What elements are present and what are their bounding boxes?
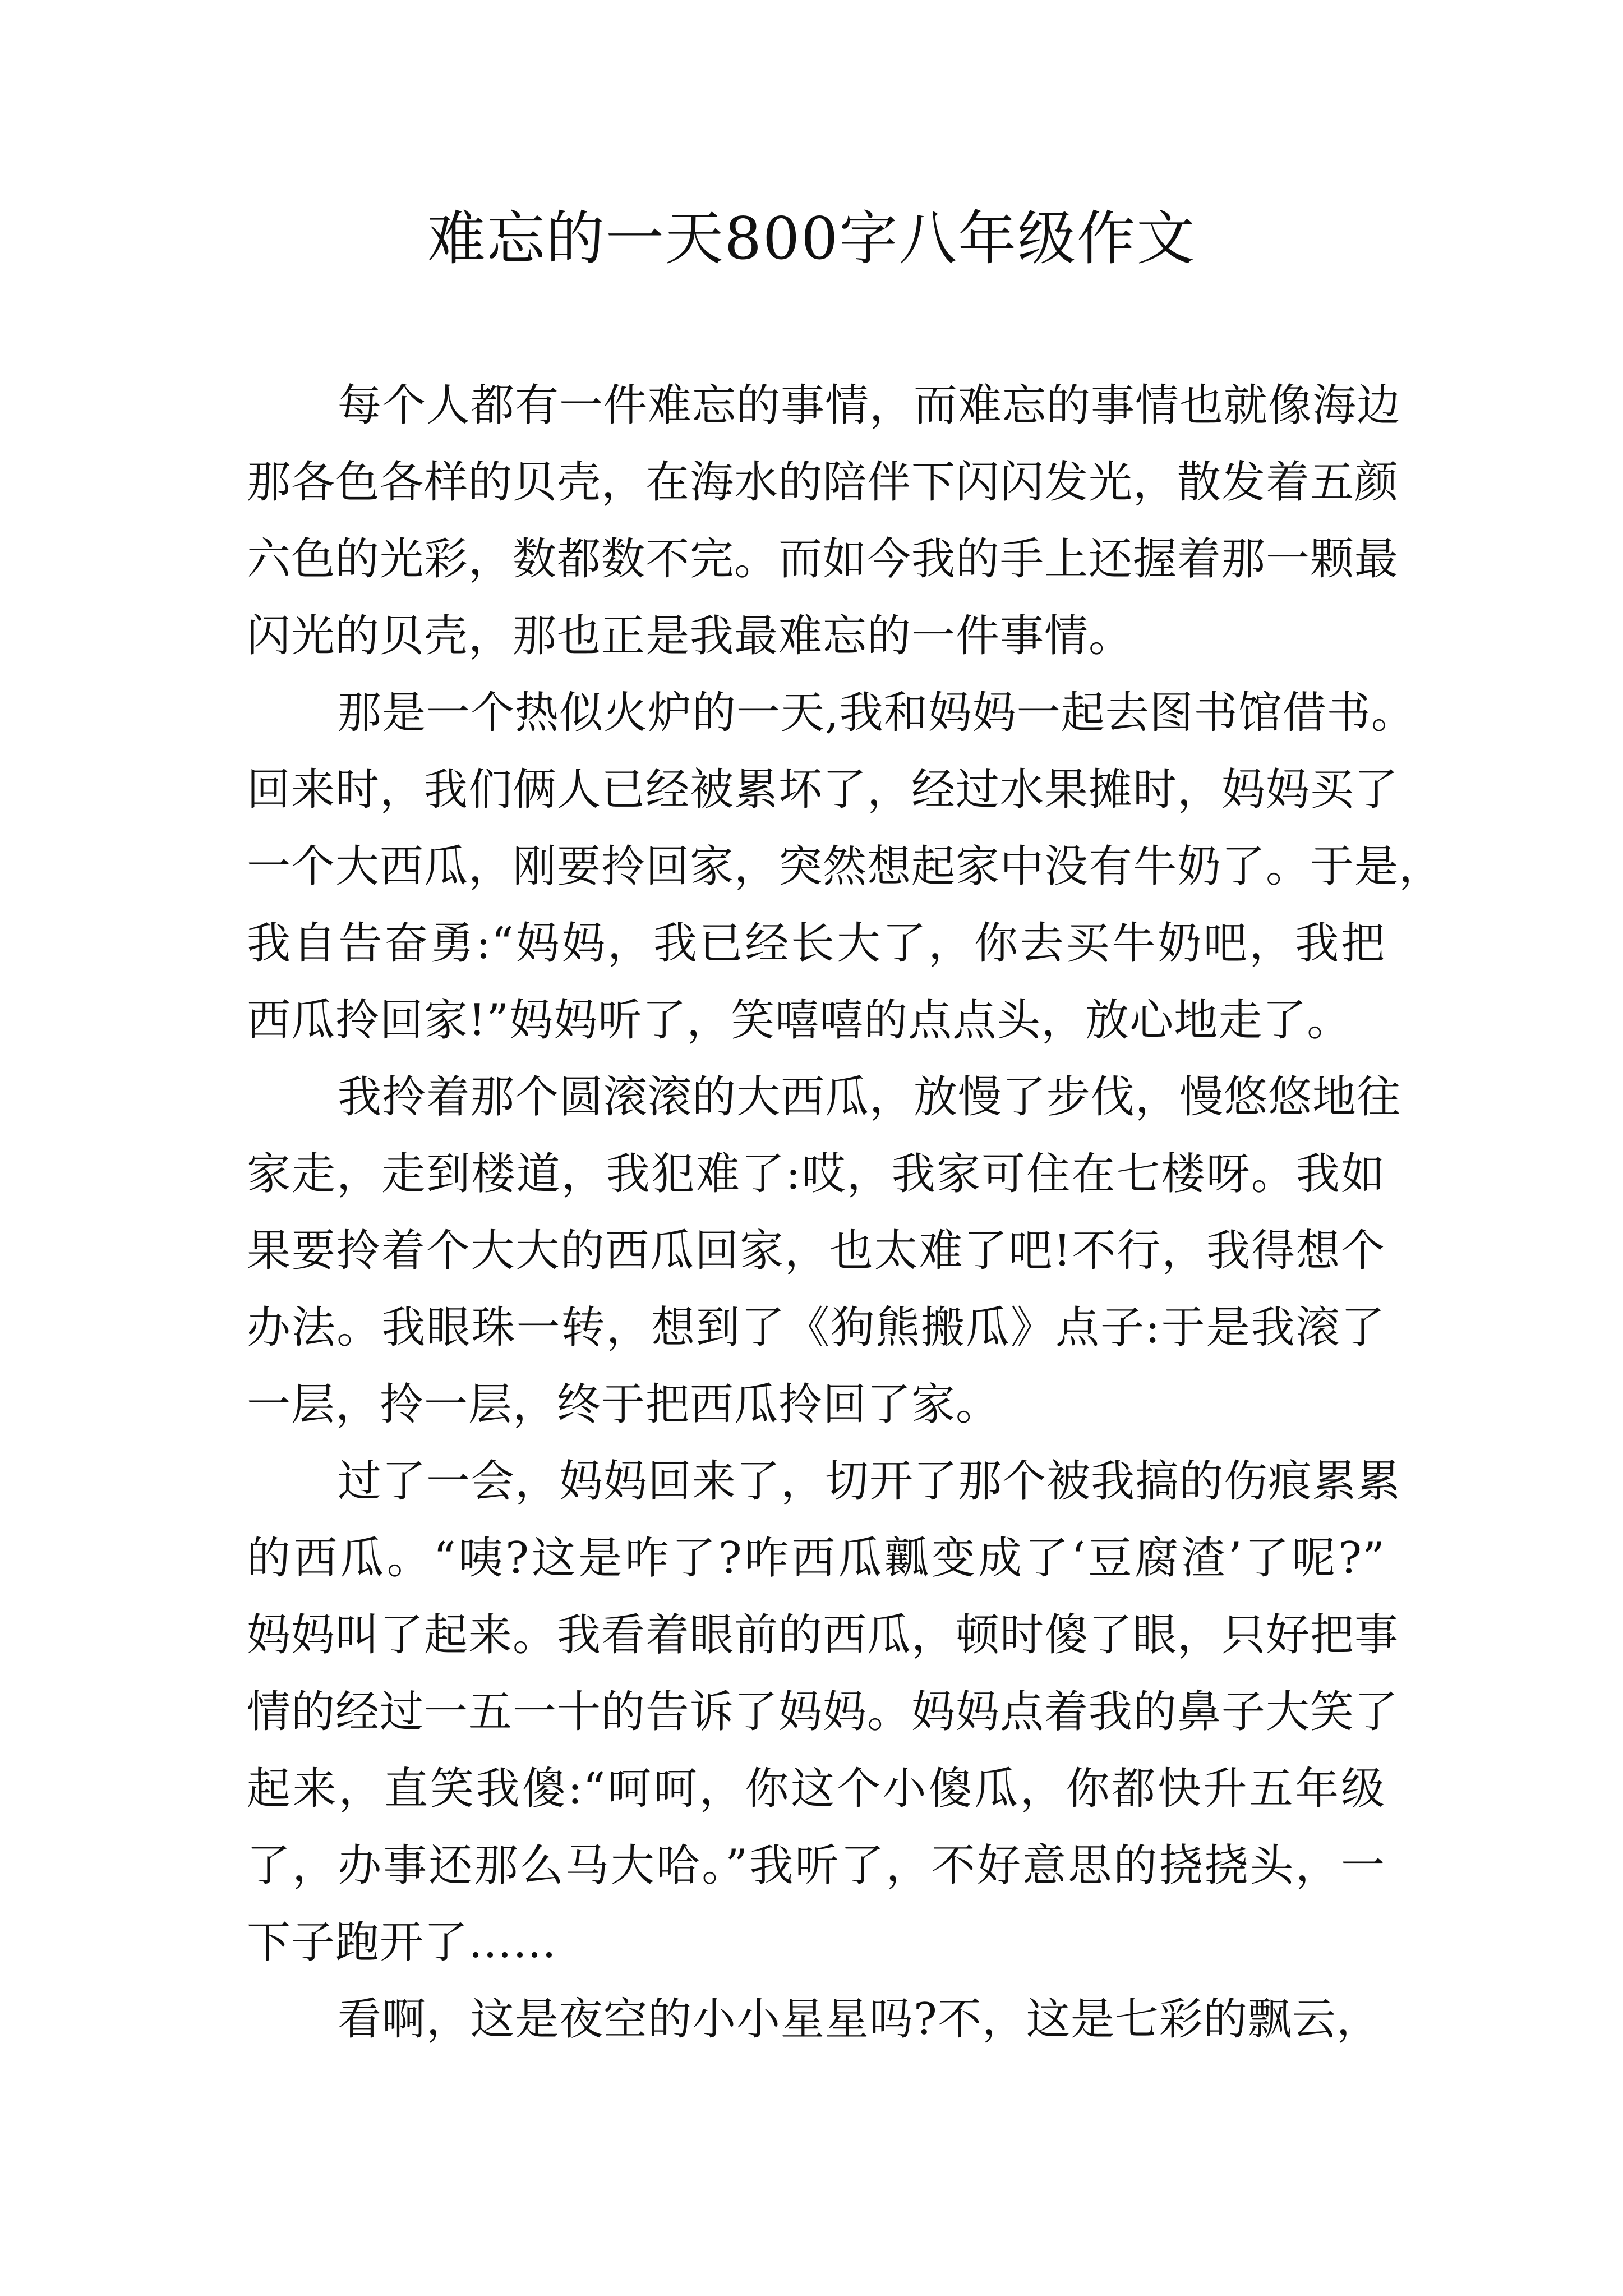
text-line: 我自告奋勇:“妈妈，我已经长大了，你去买牛奶吧，我把: [247, 918, 1385, 969]
text-line: 闪光的贝壳，那也正是我最难忘的一件事情。: [247, 611, 1133, 661]
paragraph: [247, 1059, 1401, 1443]
text-line: 那是一个热似火炉的一天,我和妈妈一起去图书馆借书。: [338, 688, 1415, 738]
text-line: 那各色各样的贝壳，在海水的陪伴下闪闪发光，散发着五颜: [247, 457, 1399, 508]
text-line: 一个大西瓜，刚要拎回家，突然想起家中没有牛奶了。于是，: [247, 841, 1444, 892]
text-line: 看啊，这是夜空的小小星星吗?不，这是七彩的飘云，: [338, 1994, 1381, 2045]
paragraph: [247, 1981, 1385, 2058]
text-line: 回来时，我们俩人已经被累坏了，经过水果摊时，妈妈买了: [247, 765, 1399, 815]
text-line: 妈妈叫了起来。我看着眼前的西瓜，顿时傻了眼，只好把事: [247, 1610, 1399, 1660]
text-line: 家走，走到楼道，我犯难了:哎，我家可住在七楼呀。我如: [247, 1149, 1385, 1199]
text-line: 过了一会，妈妈回来了，切开了那个被我搞的伤痕累累: [338, 1456, 1401, 1507]
paragraph: [247, 1443, 1401, 1981]
text-line: 办法。我眼珠一转，想到了《狗熊搬瓜》点子:于是我滚了: [247, 1303, 1385, 1353]
text-line: 每个人都有一件难忘的事情，而难忘的事情也就像海边: [338, 380, 1401, 431]
text-line: 了，办事还那么马大哈。”我听了，不好意思的挠挠头，一: [247, 1841, 1385, 1891]
text-line: 西瓜拎回家!”妈妈听了，笑嘻嘻的点点头，放心地走了。: [247, 995, 1352, 1046]
paragraph: [247, 675, 1444, 1059]
document-title: 难忘的一天800字八年级作文: [427, 204, 1196, 273]
document-body: [247, 367, 1444, 2058]
text-line: 情的经过一五一十的告诉了妈妈。妈妈点着我的鼻子大笑了: [247, 1687, 1399, 1737]
text-line: 的西瓜。“咦?这是咋了?咋西瓜瓤变成了‘豆腐渣’了呢?”: [247, 1533, 1385, 1584]
text-line: 一层，拎一层，终于把西瓜拎回了家。: [247, 1379, 1000, 1430]
text-line: 下子跑开了……: [247, 1917, 557, 1968]
text-line: 我拎着那个圆滚滚的大西瓜，放慢了步伐，慢悠悠地往: [338, 1072, 1401, 1122]
text-line: 起来，直笑我傻:“呵呵，你这个小傻瓜，你都快升五年级: [247, 1764, 1385, 1814]
text-line: 六色的光彩，数都数不完。而如今我的手上还握着那一颗最: [247, 534, 1399, 585]
paragraph: [247, 367, 1401, 675]
text-line: 果要拎着个大大的西瓜回家，也太难了吧!不行，我得想个: [247, 1226, 1385, 1276]
